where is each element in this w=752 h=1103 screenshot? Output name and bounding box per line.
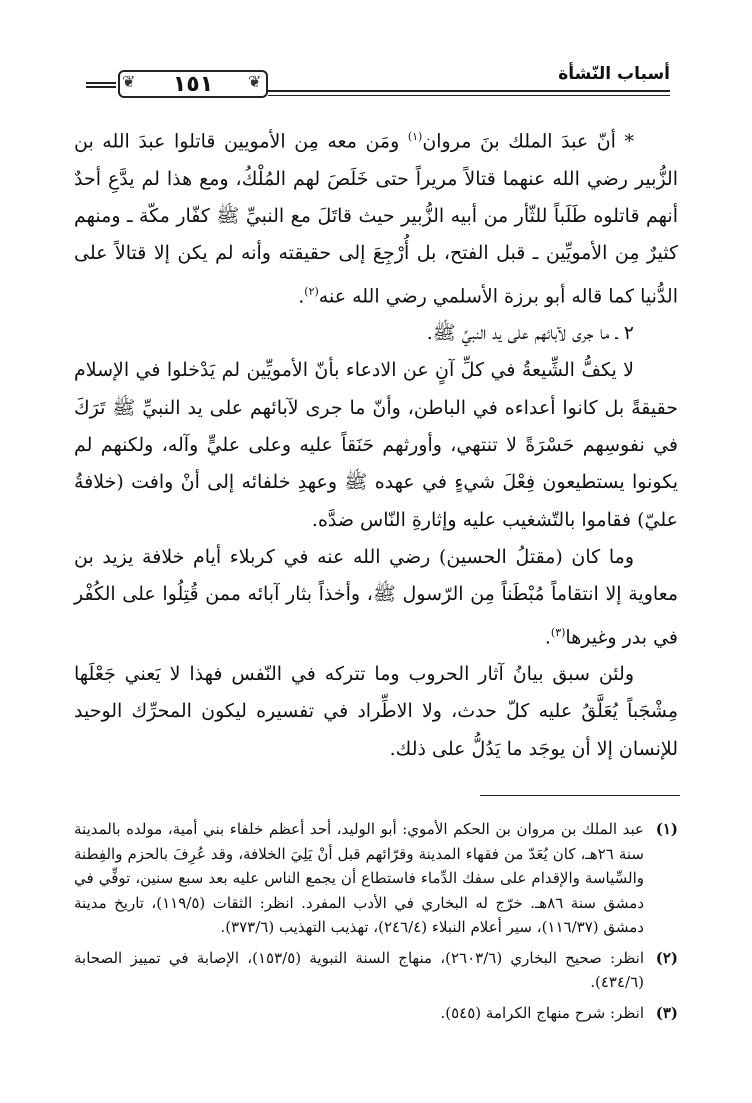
paragraph-4-end: . [544,625,551,648]
paragraph-5: ولئن سبق بيانُ آثار الحروب وما تتركه في النّفس فهذا لا يَعني جَعْلَها مِشْجَباً يُعَلَّقُ عليه كلّ حدث، ولا الاطِّراد في تفسيره ليكون المحرِّك الوحيد للإنسان إلا أن يوجَد ما يَدُلُّ على ذلك. [74,663,678,760]
footnote-separator [480,795,680,796]
page-number: ١٥١ [172,71,214,97]
footnote-text: انظر: صحيح البخاري (٢٦٠٣/٦)، منهاج السنة النبوية (١٥٣/٥)، الإصابة في تمييز الصحابة (٤٣٤/٦). [74,948,645,991]
paragraph-1-end: . [298,284,305,307]
footnote-1 [74,817,678,940]
header-rule-left [86,82,116,88]
chapter-title: أسباب النّشأة [558,64,670,84]
footnotes [74,817,678,1031]
footnote-ref-3[interactable]: (٣) [550,625,566,639]
paragraph-4 [74,539,678,656]
footnote-2 [74,946,678,995]
paragraph-4-body: وما كان (مقتلُ الحسين) رضي الله عنه في كربلاء أيام خلافة يزيد بن معاوية إلا انتقاماً مُبْطَناً مِن الرّسول ﷺ، وأخذاً بثار آبائه ممن قُتِلُوا على الكُفْر في بدر وغيرها [74,545,679,648]
footnote-ref-2[interactable]: (٢) [304,284,319,298]
paragraph-1 [74,118,678,315]
footnote-text: انظر: شرح منهاج الكرامة (٥٤٥). [440,1003,644,1022]
paragraph-1-body: ومَن معه مِن الأمويين قاتلوا عبدَ الله بن الزُّبير رضي الله عنهما قتالاً مريراً حتى خَلَصَ لهم المُلْكُ، ومع هذا لم يدَّعِ أحدٌ أنهم قاتلوه طَلَباً للثّأر من أبيه الزُّبير حيث قاتَلَ مع النبيِّ ﷺ كفّار مكّة ـ ومنهم كثيرٌ مِن الأمويِّين ـ قبل الفتح، بل أُرْجِعَ إلى حقيقته وأنه لم يكن إلا قتالاً على الدُّنيا كما قاله أبو برزة الأسلمي رضي الله عنه [74,130,678,307]
footnote-ref-1[interactable]: (١) [407,130,423,143]
page-number-frame [118,70,268,98]
paragraph-2: ٢ ـ ما جرى لآبائهم على يد النبيِّ ﷺ. [426,322,634,345]
footnote-number: (٢) [655,948,678,967]
page-header [78,62,670,108]
ornament-icon: ❦ [122,72,136,91]
header-rule [268,90,670,96]
footnote-3 [74,1001,678,1026]
footnote-text: عبد الملك بن مروان بن الحكم الأموي: أبو الوليد، أحد أعظم خلفاء بني أمية، مولده بالمدينة سنة ٢٦هـ، كان يُعَدّ من فقهاء المدينة وقرّائهم قبل أنْ يَلِيَ الخلافة، وقد عُرِفَ بالحزم والفِطنة والسِّياسة والإقدام على سفك الدِّماء فاستطاع أن يجمع الناس عليه بعد سبع سنين، توفِّي في دمشق سنة ٨٦هـ. خرّج له البخاري في الأدب المفرد. انظر: الثقات (١١٩/٥)، تاريخ مدينة دمشق (١١٦/٣٧)، سير أعلام النبلاء (٢٤٦/٤)، تهذيب التهذيب (٣٧٣/٦). [74,820,644,936]
footnote-number: (١) [655,820,678,838]
footnote-number: (٣) [655,1003,678,1022]
main-text [74,118,678,768]
paragraph-3: لا يكفُّ الشِّيعةُ في كلِّ آنٍ عن الادعاء بأنّ الأمويِّين لم يَدْخلوا في الإسلام حقيقةً بل كانوا أعداءه في الباطن، وأنّ ما جرى لآبائهم على يد النبيِّ ﷺ تَرَكَ في نفوسِهم حَسْرَةً لا تنتهي، وأورثهم حَنَقاً عليه وعلى عليٍّ وآله، ولكنهم لم يكونوا يستطيعون فِعْلَ شيءٍ في عهده ﷺ وعهدِ خلفائه إلى أنْ وافت (خلافةُ عليّ) فقاموا بالتّشغيب عليه وإثارةِ النّاس ضدَّه. [74,359,678,531]
paragraph-1-start: * أنّ عبدَ الملك بنَ مروان [422,130,634,153]
ornament-icon: ❦ [248,72,262,91]
